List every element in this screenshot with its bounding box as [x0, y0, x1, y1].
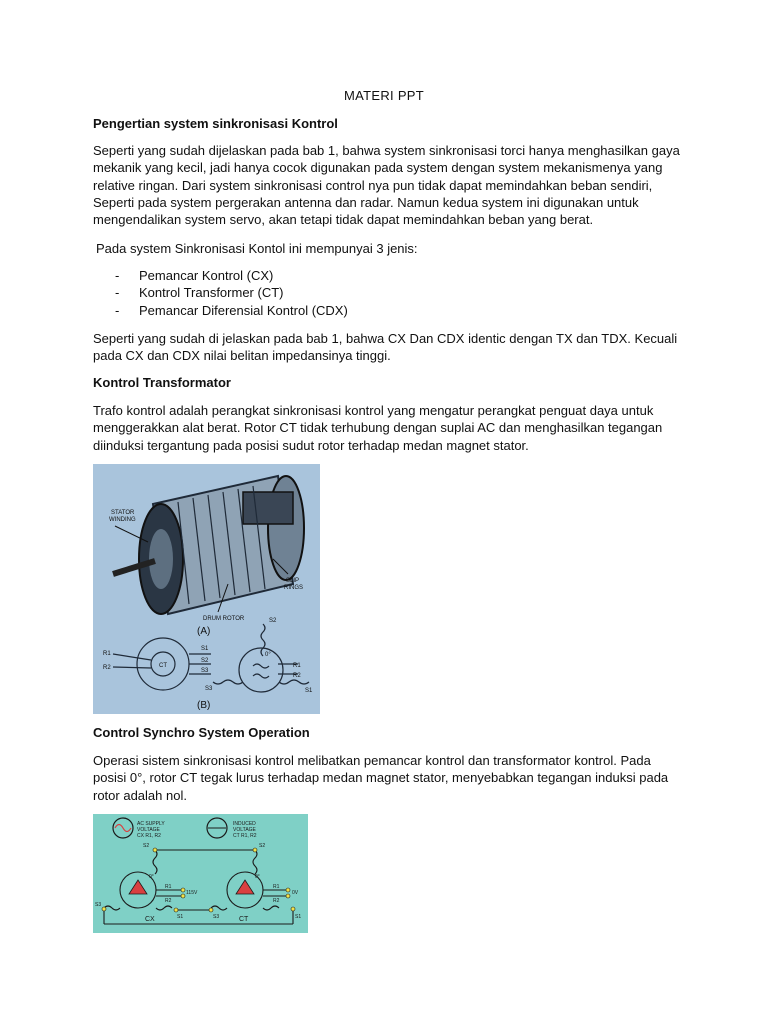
figure2-background	[93, 814, 308, 933]
v115-label: 115V	[186, 890, 198, 896]
list-marker: -	[115, 302, 120, 318]
figure-synchro-operation-drawing	[93, 814, 308, 933]
cx-label: CX	[145, 916, 155, 923]
list-item	[93, 267, 593, 284]
ct-s1-label: S1	[295, 914, 302, 920]
paragraph-jenis: Pada system Sinkronisasi Kontol ini mempunyai 3 jenis:	[96, 241, 418, 256]
ct-r1-label: R1	[273, 884, 280, 890]
cx-s2-label: S2	[143, 843, 150, 849]
s2-label: S2	[201, 658, 209, 664]
zero-degree-label: 0°	[265, 652, 271, 658]
cx-s1-label: S1	[177, 914, 184, 920]
induced-label-2: VOLTAGE	[233, 827, 256, 833]
v0-label: 0V	[292, 890, 299, 896]
cx-s3-label: S3	[95, 902, 102, 908]
ac-supply-label-3: CX R1, R2	[137, 833, 161, 839]
jenis-list	[93, 267, 593, 319]
slip-label: SLIP	[286, 578, 300, 584]
s1-label: S1	[201, 646, 209, 652]
ct-s2-label: S2	[259, 843, 266, 849]
figure-control-transformer-drawing	[93, 464, 320, 714]
section-heading-operation: Control Synchro System Operation	[93, 725, 310, 740]
list-item-text: Kontrol Transformer (CT)	[139, 285, 284, 301]
figure-synchro-operation	[93, 814, 308, 933]
ac-supply-label-1: AC SUPPLY	[137, 821, 165, 827]
ct-r2-label: R2	[273, 898, 280, 904]
label-a: (A)	[197, 626, 211, 637]
stator-label: STATOR	[111, 510, 135, 516]
paragraph-trafo: Trafo kontrol adalah perangkat sinkronisasi kontrol yang mengatur perangkat penguat daya untuk menggerakkan alat berat. Rotor CT tidak terhubung dengan suplai AC dan menghasilkan tegangan diinduksi tergantung pada posisi sudut rotor terhadap medan magnet stator.	[93, 403, 663, 453]
s1-right-label: S1	[305, 688, 313, 694]
list-item	[93, 284, 593, 301]
ct-label-fig2: CT	[239, 916, 249, 923]
r2-label: R2	[103, 665, 111, 671]
ct-label: CT	[159, 663, 167, 669]
rings-label: RINGS	[284, 585, 304, 591]
section-heading-transformator: Kontrol Transformator	[93, 375, 231, 390]
s3-label: S3	[201, 668, 209, 674]
ct-s3-label: S3	[213, 914, 220, 920]
figure-control-transformer	[93, 464, 320, 714]
s2-right-label: S2	[269, 618, 277, 624]
label-b: (B)	[197, 700, 211, 711]
cx-r1-label: R1	[165, 884, 172, 890]
section-heading-sinkronisasi: Pengertian system sinkronisasi Kontrol	[93, 116, 338, 131]
s3-right-label: S3	[205, 686, 213, 692]
induced-label-1: INDUCED	[233, 821, 256, 827]
paragraph-operation: Operasi sistem sinkronisasi kontrol melibatkan pemancar kontrol dan transformator kontrol. Pada posisi 0°, rotor CT tegak lurus terhadap medan magnet stator, menyebabkan tegangan induksi pada rotor adalah nol.	[93, 753, 669, 803]
drum-rotor-label: DRUM ROTOR	[203, 616, 245, 622]
ct-zero-label: 0°	[255, 874, 260, 880]
induced-label-3: CT R1, R2	[233, 833, 257, 839]
paragraph-intro: Seperti yang sudah dijelaskan pada bab 1, bahwa system sinkronisasi torci hanya menghasilkan gaya mekanik yang kecil, jadi hanya cocok digunakan pada system dengan system mekanismenya yang relative ringan. Dari system sinkronisasi control nya pun tidak dapat memindahkan beban sendiri, Seperti pada system pergerakan antenna dan radar. Namun kedua system ini digunakan untuk mengendalikan system servo, akan tetapi tidak dapat memindahkan beban yang berat.	[93, 143, 680, 228]
list-item-text: Pemancar Kontrol (CX)	[139, 268, 274, 283]
r2-right-label: R2	[293, 673, 301, 679]
cx-r2-label: R2	[165, 898, 172, 904]
list-item-text: Pemancar Diferensial Kontrol (CDX)	[139, 302, 348, 318]
paragraph-cx-cdx: Seperti yang sudah di jelaskan pada bab 1, bahwa CX Dan CDX identic dengan TX dan TDX. Kecuali pada CX dan CDX nilai belitan impedansinya tinggi.	[93, 331, 678, 364]
cx-zero-label: 0°	[149, 874, 154, 880]
winding-label: WINDING	[109, 517, 136, 523]
list-marker: -	[115, 285, 120, 301]
r1-right-label: R1	[293, 663, 301, 669]
document-title: MATERI PPT	[343, 88, 425, 103]
list-marker: -	[115, 268, 120, 283]
r1-label: R1	[103, 651, 111, 657]
list-item	[93, 302, 593, 319]
ac-supply-label-2: VOLTAGE	[137, 827, 160, 833]
